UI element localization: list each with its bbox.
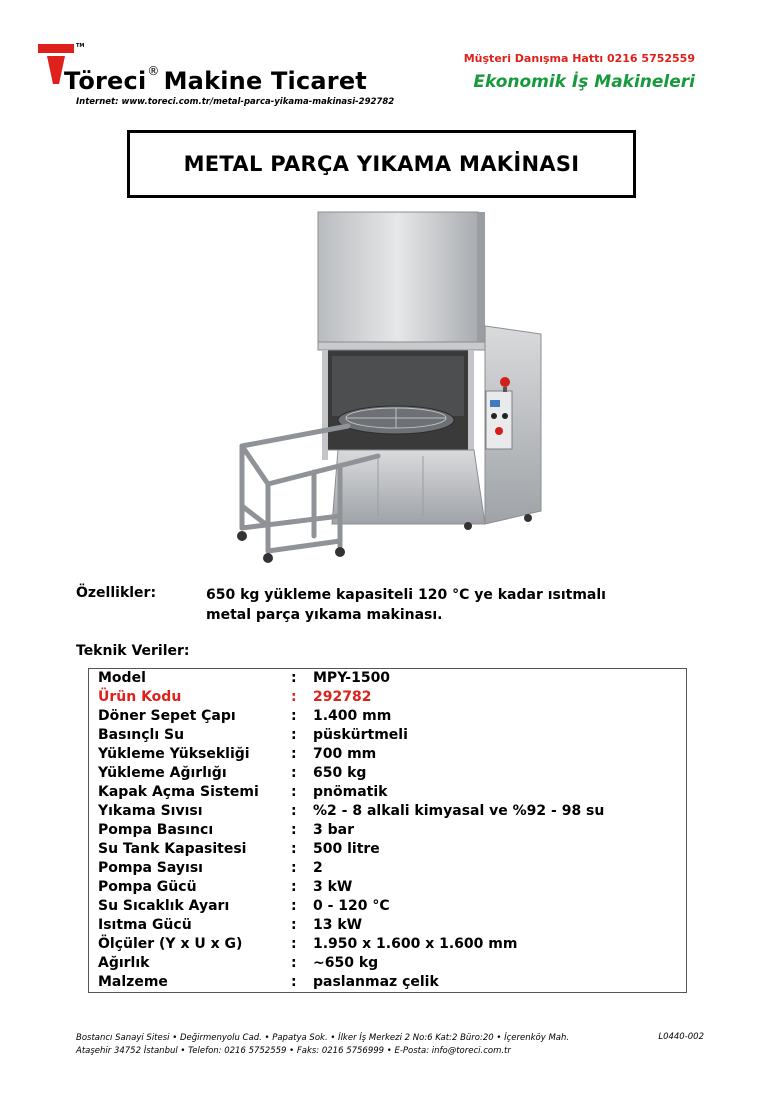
spec-row: [98, 897, 604, 916]
spec-key: Ağırlık: [98, 955, 150, 971]
spec-separator: :: [291, 803, 297, 819]
spec-value: paslanmaz çelik: [313, 974, 439, 990]
spec-separator: :: [291, 727, 297, 743]
spec-separator: :: [291, 955, 297, 971]
spec-row: [98, 973, 604, 992]
spec-key: Ürün Kodu: [98, 689, 182, 705]
spec-separator: :: [291, 784, 297, 800]
customer-hotline[interactable]: Müşteri Danışma Hattı 0216 5752559: [463, 52, 695, 65]
brand-name-main: Töreci: [64, 67, 147, 95]
spec-separator: :: [291, 936, 297, 952]
brand-name-suffix: Makine Ticaret: [163, 67, 367, 95]
spec-separator: :: [291, 746, 297, 762]
spec-row: [98, 859, 604, 878]
spec-key: Malzeme: [98, 974, 168, 990]
spec-key: Pompa Gücü: [98, 879, 197, 895]
trademark-mark: TM: [76, 43, 85, 49]
spec-separator: :: [291, 917, 297, 933]
spec-value: 3 bar: [313, 822, 354, 838]
spec-row: [98, 935, 604, 954]
features-line-2: metal parça yıkama makinası.: [206, 607, 443, 623]
spec-key: Yükleme Ağırlığı: [98, 765, 227, 781]
spec-separator: :: [291, 841, 297, 857]
spec-value: 700 mm: [313, 746, 377, 762]
specs-heading: Teknik Veriler:: [76, 643, 190, 659]
footer-line-2[interactable]: Ataşehir 34752 İstanbul • Telefon: 0216 5752559 • Faks: 0216 5756999 • E-Posta: info@toreci.com.tr: [76, 1046, 511, 1056]
tagline: Ekonomik İş Makineleri: [473, 72, 695, 92]
spec-row: [98, 878, 604, 897]
spec-key: Yıkama Sıvısı: [98, 803, 203, 819]
footer-line-1: Bostancı Sanayi Sitesi • Değirmenyolu Cad. • Papatya Sok. • İlker İş Merkezi 2 No:6 Kat:2 Büro:20 • İçerenköy Mah.: [76, 1033, 570, 1043]
spec-separator: :: [291, 898, 297, 914]
spec-row: [98, 745, 604, 764]
spec-row: [98, 707, 604, 726]
spec-key: Model: [98, 670, 146, 686]
spec-row: [98, 764, 604, 783]
spec-key: Su Sıcaklık Ayarı: [98, 898, 230, 914]
spec-separator: :: [291, 974, 297, 990]
spec-row: [98, 688, 604, 707]
spec-value: 2: [313, 860, 323, 876]
spec-value: 1.950 x 1.600 x 1.600 mm: [313, 936, 518, 952]
spec-key: Su Tank Kapasitesi: [98, 841, 247, 857]
spec-value: 13 kW: [313, 917, 363, 933]
spec-value: pnömatik: [313, 784, 388, 800]
features-label: Özellikler:: [76, 585, 157, 601]
spec-key: Pompa Basıncı: [98, 822, 214, 838]
spec-value: püskürtmeli: [313, 727, 408, 743]
page-title: METAL PARÇA YIKAMA MAKİNASI: [183, 152, 580, 176]
spec-row: [98, 916, 604, 935]
spec-key: Döner Sepet Çapı: [98, 708, 236, 724]
spec-value: 292782: [313, 689, 372, 705]
spec-value: 0 - 120 °C: [313, 898, 390, 914]
registered-mark: ®: [147, 64, 160, 78]
spec-row: [98, 954, 604, 973]
spec-key: Ölçüler (Y x U x G): [98, 936, 243, 952]
product-image: [228, 206, 554, 568]
spec-value: 500 litre: [313, 841, 380, 857]
spec-value: 650 kg: [313, 765, 367, 781]
spec-row: [98, 669, 604, 688]
features-text: [206, 585, 676, 625]
spec-key: Yükleme Yüksekliği: [98, 746, 250, 762]
spec-value: %2 - 8 alkali kimyasal ve %92 - 98 su: [313, 803, 605, 819]
title-box: [127, 130, 636, 198]
spec-value: 3 kW: [313, 879, 353, 895]
spec-key: Kapak Açma Sistemi: [98, 784, 259, 800]
spec-key: Basınçlı Su: [98, 727, 185, 743]
brand-name[interactable]: [64, 64, 367, 95]
internet-link[interactable]: Internet: www.toreci.com.tr/metal-parca-yikama-makinasi-292782: [76, 97, 395, 107]
spec-key: Isıtma Gücü: [98, 917, 192, 933]
spec-separator: :: [291, 822, 297, 838]
spec-row: [98, 840, 604, 859]
spec-value: 1.400 mm: [313, 708, 392, 724]
footer-address: [76, 1032, 569, 1058]
spec-separator: :: [291, 860, 297, 876]
document-code: L0440-002: [658, 1032, 704, 1042]
spec-key: Pompa Sayısı: [98, 860, 203, 876]
spec-separator: :: [291, 765, 297, 781]
specs-table-box: [88, 668, 687, 993]
spec-row: [98, 783, 604, 802]
spec-separator: :: [291, 670, 297, 686]
spec-separator: :: [291, 689, 297, 705]
specs-table: [98, 669, 604, 992]
spec-row: [98, 726, 604, 745]
spec-row: [98, 802, 604, 821]
spec-value: MPY-1500: [313, 670, 391, 686]
spec-value: ~650 kg: [313, 955, 379, 971]
features-line-1: 650 kg yükleme kapasiteli 120 °C ye kadar ısıtmalı: [206, 587, 606, 603]
spec-row: [98, 821, 604, 840]
spec-separator: :: [291, 708, 297, 724]
spec-separator: :: [291, 879, 297, 895]
